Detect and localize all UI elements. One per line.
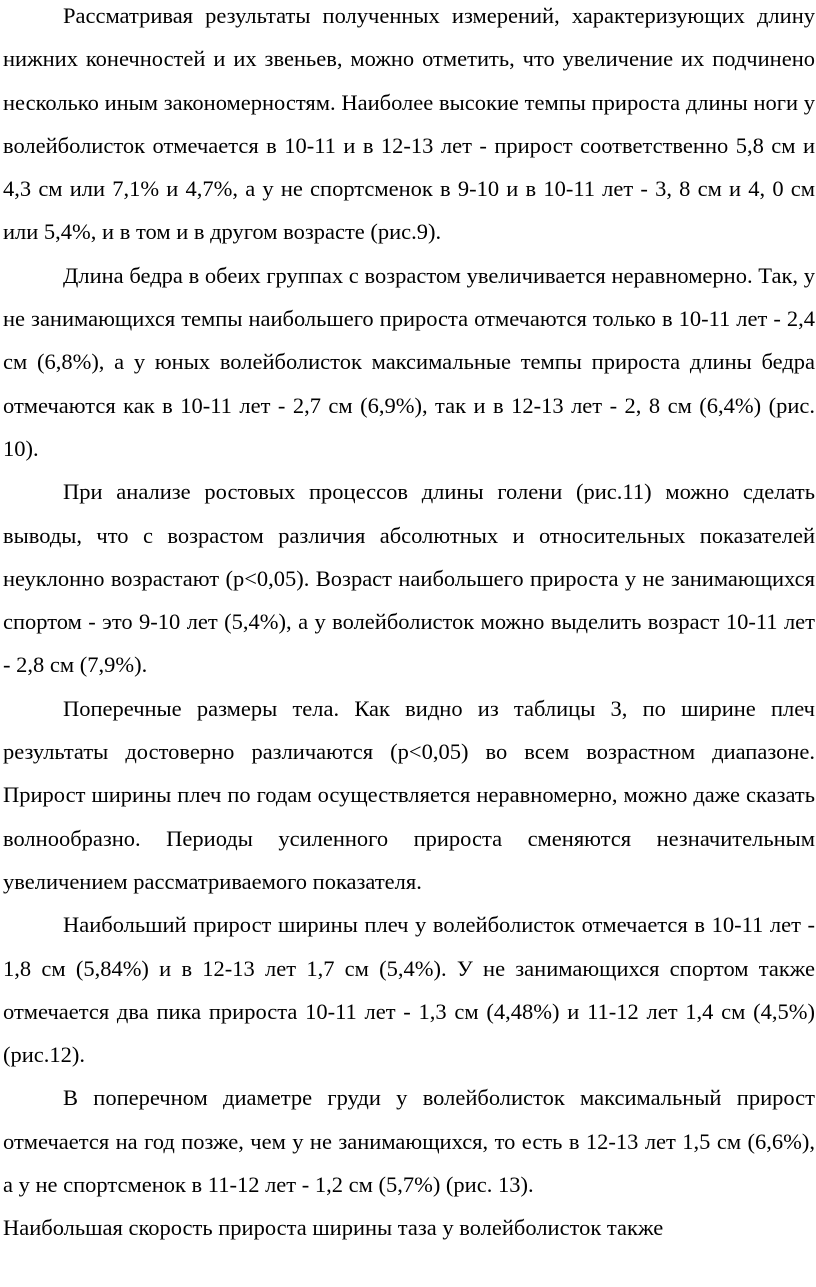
paragraph-shoulder-width: Наибольший прирост ширины плеч у волейболисток отмечается в 10-11 лет - 1,8 см (5,84%) и в 12-13 лет 1,7 см (5,4%). У не занимающихся спортом также отмечается два пика прироста 10-11 лет - 1,3 см (4,48%) и 11-12 лет 1,4 см (4,5%) (рис.12). bbox=[3, 912, 815, 1068]
paragraph-pelvis-width: Наибольшая скорость прироста ширины таза у волейболисток также bbox=[3, 1215, 664, 1241]
paragraph-leg-length: Рассматривая результаты полученных измерений, характеризующих длину нижних конечностей и их звеньев, можно отметить, что увеличение их подчинено несколько иным закономерностям. Наиболее высокие темпы прироста длины ноги у волейболисток отмечается в 10-11 и в 12-13 лет - прирост соответственно 5,8 см и 4,3 см или 7,1% и 4,7%, а у не спортсменок в 9-10 и в 10-11 лет - 3, 8 см и 4, 0 см или 5,4%, и в том и в другом возрасте (рис.9). bbox=[3, 3, 815, 245]
paragraph-transverse-dimensions: Поперечные размеры тела. Как видно из таблицы 3, по ширине плеч результаты достоверно различаются (p<0,05) во всем возрастном диапазоне. Прирост ширины плеч по годам осуществляется неравномерно, можно даже сказать волнообразно. Периоды усиленного прироста сменяются незначительным увеличением рассматриваемого показателя. bbox=[3, 695, 815, 894]
paragraph-shin-length: При анализе ростовых процессов длины голени (рис.11) можно сделать выводы, что с возрастом различия абсолютных и относительных показателей неуклонно возрастают (p<0,05). Возраст наибольшего прироста у не занимающихся спортом - это 9-10 лет (5,4%), а у волейболисток можно выделить возраст 10-11 лет - 2,8 см (7,9%). bbox=[3, 479, 815, 678]
paragraph-thigh-length: Длина бедра в обеих группах с возрастом увеличивается неравномерно. Так, у не занимающихся темпы наибольшего прироста отмечаются только в 10-11 лет - 2,4 см (6,8%), а у юных волейболисток максимальные темпы прироста длины бедра отмечаются как в 10-11 лет - 2,7 см (6,9%), так и в 12-13 лет - 2, 8 см (6,4%) (рис. 10). bbox=[3, 262, 815, 461]
paragraph-chest-diameter: В поперечном диаметре груди у волейболисток максимальный прирост отмечается на год позже, чем у не занимающихся, то есть в 12-13 лет 1,5 см (6,6%), а у не спортсменок в 11-12 лет - 1,2 см (5,7%) (рис. 13). bbox=[3, 1085, 815, 1198]
